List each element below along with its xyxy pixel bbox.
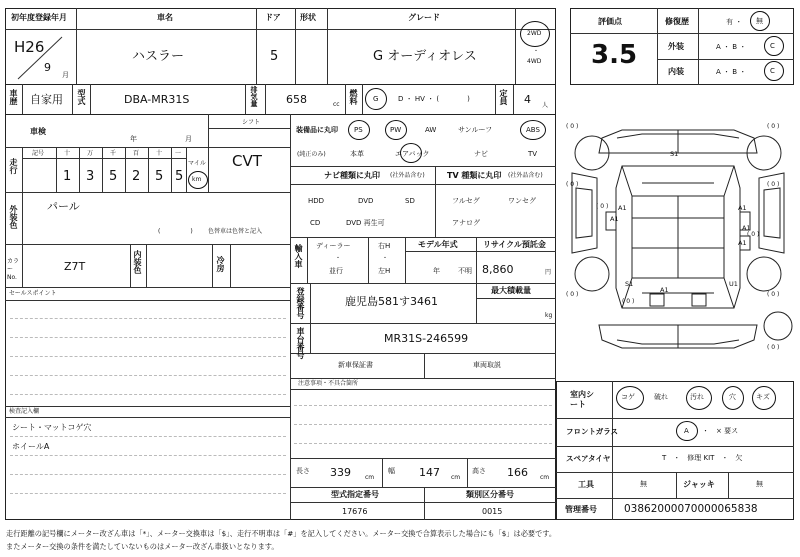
tv-fullseg: フルセグ <box>452 197 480 205</box>
type-designation: 17676 <box>342 507 368 516</box>
warranty-label: 新車保証書 <box>338 361 373 369</box>
width-value: 147 <box>419 466 440 479</box>
sheet-yogore: 汚れ <box>690 393 704 401</box>
ac-label: 冷房 <box>216 256 225 272</box>
windshield-options: ・ × 要ス <box>702 427 739 435</box>
equip-leather: 本革 <box>350 150 364 158</box>
height-value: 166 <box>507 466 528 479</box>
car-damage-diagram <box>562 108 794 370</box>
chassis-number: MR31S-246599 <box>384 332 469 345</box>
navi-dvd-play: DVD 再生可 <box>346 219 385 227</box>
tools-value: 無 <box>640 480 647 488</box>
import-dot-2: ・ <box>382 255 389 262</box>
digit-label-5: 一 <box>175 150 182 157</box>
color-no-label: カラーNo. <box>7 258 20 281</box>
equip-tv: TV <box>528 150 538 158</box>
displacement: 658 <box>286 93 307 106</box>
navi-dvd: DVD <box>358 197 374 205</box>
registration-label: 登録番号 <box>296 287 305 319</box>
model-year-label: モデル年式 <box>418 240 458 249</box>
import-right-h: 右H <box>378 242 391 250</box>
recycle-value: 8,860 <box>482 263 514 276</box>
digit-label-1: 万 <box>87 150 94 157</box>
sheet-kizu: キズ <box>756 393 770 401</box>
digit-label-4: 十 <box>156 150 163 157</box>
chassis-label: 車台番号 <box>296 327 305 359</box>
height-unit: cm <box>540 474 550 481</box>
zero-7: ( 0 ) <box>566 291 579 298</box>
zero-2: ( 0 ) <box>767 123 780 130</box>
exterior-label: 外装 <box>668 42 684 51</box>
zero-4: ( 0 ) <box>767 181 780 188</box>
mark-a1-bottom: A1 <box>660 286 669 294</box>
navi-sd: SD <box>405 197 415 205</box>
max-load-label: 最大積載量 <box>491 286 531 295</box>
import-dot-1: ・ <box>335 255 342 262</box>
km-label: km <box>192 176 202 183</box>
width-label: 幅 <box>388 467 395 475</box>
max-load-unit: kg <box>545 312 553 319</box>
equip-navi: ナビ <box>474 150 488 158</box>
notices-label: 注意事項・不具合箇所 <box>298 380 359 387</box>
mileage-digit-2: 5 <box>109 169 118 184</box>
import-label: 輸入車 <box>294 244 303 268</box>
color-no: Z7T <box>64 260 86 273</box>
shift-label: シフト <box>242 119 261 126</box>
mileage-digit-3: 2 <box>132 169 141 184</box>
length-unit: cm <box>365 474 375 481</box>
mark-a1-right2: A1 <box>742 224 751 232</box>
import-left-h: 左H <box>378 267 391 275</box>
zero-3: ( 0 ) <box>566 181 579 188</box>
length-value: 339 <box>330 466 351 479</box>
windshield-selected: A <box>684 427 689 435</box>
repair-options: 有 ・ <box>726 18 743 26</box>
grade-label: グレード <box>408 13 440 22</box>
mark-a1-right3: A1 <box>738 239 747 247</box>
equipment-label: 装備品に丸印 <box>296 126 338 134</box>
mileage-digit-1: 3 <box>86 169 95 184</box>
category-no: 0015 <box>482 507 503 516</box>
exterior-color-note: 色替車は色替と記入 <box>208 228 263 235</box>
mark-u1: U1 <box>729 280 738 288</box>
drive-4wd: 4WD <box>527 58 542 65</box>
footer-note-1: 走行距離の記号欄にメーター改ざん車は「*」、メーター交換車は「$」、走行不明車は「#」を記入してください。メーター交換で合算表示した場合にも「$」は必要です。 <box>6 529 557 538</box>
fuel-options: D ・ HV ・ ( ) <box>398 95 470 103</box>
spare-tire-label: スペアタイヤ <box>566 454 611 463</box>
shape-label: 形状 <box>300 13 316 22</box>
mileage-label: 走行 <box>9 158 18 174</box>
category-no-label: 類別区分番号 <box>466 490 514 499</box>
mileage-digit-0: 1 <box>63 169 72 184</box>
registration-number: 鹿児島581す3461 <box>345 295 438 308</box>
mark-a1-mid: A1 <box>610 215 619 223</box>
interior-label: 内装 <box>668 67 684 76</box>
door-label: ドア <box>265 13 281 22</box>
zero-5: ( 0 ) <box>596 203 609 210</box>
import-parallel: 並行 <box>329 267 343 275</box>
height-label: 高さ <box>472 467 486 475</box>
digit-label-3: 百 <box>133 150 140 157</box>
model-code: DBA-MR31S <box>124 93 190 106</box>
import-dealer: ディーラー <box>316 242 351 250</box>
inspector-note-2: ホイールA <box>12 442 50 451</box>
management-label: 管理番号 <box>565 505 597 514</box>
capacity-label: 定員 <box>499 89 508 105</box>
first-reg-era: H26 <box>14 38 45 56</box>
exterior-options: A ・ B ・ <box>716 43 747 51</box>
zero-1: ( 0 ) <box>566 123 579 130</box>
length-label: 長さ <box>296 467 310 475</box>
capacity: 4 <box>524 93 531 106</box>
shaken-label: 車検 <box>30 127 46 136</box>
equip-ps: PS <box>354 126 363 134</box>
mark-s1-top: S1 <box>670 150 679 158</box>
sheet-ana: 穴 <box>729 393 736 401</box>
shaken-year-label: 年 <box>130 135 137 143</box>
equip-airbag: エアバック <box>395 150 430 158</box>
digit-label-2: 千 <box>110 150 117 157</box>
shaken-month-label: 月 <box>185 135 192 143</box>
zero-8: ( 0 ) <box>767 291 780 298</box>
zero-10: ( 0 ) <box>767 344 780 351</box>
mileage-digit-4: 5 <box>155 169 164 184</box>
interior-options: A ・ B ・ <box>716 68 747 76</box>
sales-point-label: セールスポイント <box>9 290 57 297</box>
rating-label: 評価点 <box>598 17 622 26</box>
spare-tire-options: T ・ 修理 KIT ・ 欠 <box>662 454 743 462</box>
drive-dot: ・ <box>533 48 540 55</box>
recycle-unit: 円 <box>545 269 552 276</box>
vehicle-category: 自家用 <box>30 93 63 106</box>
manual-label: 車両取説 <box>473 361 501 369</box>
interior-sheet-label: 室内シート <box>570 390 594 410</box>
inspector-label: 検査記入欄 <box>9 408 40 415</box>
drive-2wd: 2WD <box>527 30 542 37</box>
digit-label-0: 十 <box>64 150 71 157</box>
navi-label: ナビ種類に丸印 <box>324 171 380 180</box>
capacity-unit: 人 <box>542 102 549 109</box>
type-designation-label: 型式指定番号 <box>331 490 379 499</box>
footer-note-2: またメーター交換の条件を満たしていないものはメーター改ざん車扱いとなります。 <box>6 542 279 551</box>
interior-color-label: 内装色 <box>133 250 142 274</box>
windshield-label: フロントガラス <box>566 427 619 436</box>
width-unit: cm <box>451 474 461 481</box>
displacement-unit: cc <box>333 101 340 108</box>
door-count: 5 <box>270 49 279 64</box>
sheet-yabure: 破れ <box>654 393 668 401</box>
rating-value: 3.5 <box>591 40 638 70</box>
exterior-selected: C <box>770 42 775 50</box>
car-name-label: 車名 <box>157 13 173 22</box>
management-number: 03862000070000065838 <box>624 503 758 515</box>
mileage-mark-label: 記号 <box>32 150 45 157</box>
exterior-color: パール <box>47 200 80 213</box>
exterior-color-paren: ( ) <box>158 228 193 235</box>
jack-label: ジャッキ <box>683 480 715 489</box>
tv-label: TV 種類に丸印 <box>447 171 502 180</box>
equip-pw: PW <box>390 126 402 134</box>
mile-label: マイル <box>188 160 206 167</box>
navi-hdd: HDD <box>308 197 325 205</box>
inspector-note-1: シート・マットコゲ穴 <box>12 423 92 432</box>
fuel-selected: G <box>373 95 379 103</box>
repair-selected: 無 <box>756 17 763 25</box>
equip-sunroof: サンルーフ <box>458 126 493 134</box>
displacement-label: 排気量 <box>250 86 258 107</box>
grade: G オーディオレス <box>373 49 477 64</box>
tools-label: 工具 <box>578 480 594 489</box>
shift-value: CVT <box>232 152 262 170</box>
tv-analog: アナログ <box>452 219 480 227</box>
interior-selected: C <box>770 67 775 75</box>
model-year-year: 年 <box>433 267 440 275</box>
zero-6: ( 0 ) <box>747 231 760 238</box>
fuel-label: 燃料 <box>349 89 358 105</box>
equip-aw: AW <box>425 126 437 134</box>
first-reg-month: 9 <box>44 61 51 74</box>
model-year-unknown: 不明 <box>458 267 472 275</box>
navi-sub: (社外品含む) <box>390 172 425 179</box>
jack-value: 無 <box>756 480 763 488</box>
equipment-sub-label: (純正のみ) <box>297 151 326 158</box>
equip-abs: ABS <box>526 126 540 134</box>
model-label: 型式 <box>77 89 86 105</box>
first-reg-month-unit: 月 <box>62 71 69 79</box>
mark-a1-right: A1 <box>738 204 747 212</box>
repair-history-label: 修復歴 <box>665 17 689 26</box>
zero-9: ( 0 ) <box>622 298 635 305</box>
navi-cd: CD <box>310 219 321 227</box>
mileage-digit-5: 5 <box>175 169 184 184</box>
mark-a1-left: A1 <box>618 204 627 212</box>
first-reg-label: 初年度登録年月 <box>11 13 67 22</box>
car-name: ハスラー <box>132 49 185 64</box>
sheet-koge: コゲ <box>621 393 635 401</box>
vehicle-history-label: 車歴 <box>9 89 18 105</box>
mark-s1-bottom: S1 <box>625 280 634 288</box>
recycle-label: リサイクル預託金 <box>483 240 546 249</box>
tv-oneseg: ワンセグ <box>508 197 536 205</box>
exterior-color-label: 外装色 <box>9 205 18 229</box>
tv-sub: (社外品含む) <box>508 172 543 179</box>
